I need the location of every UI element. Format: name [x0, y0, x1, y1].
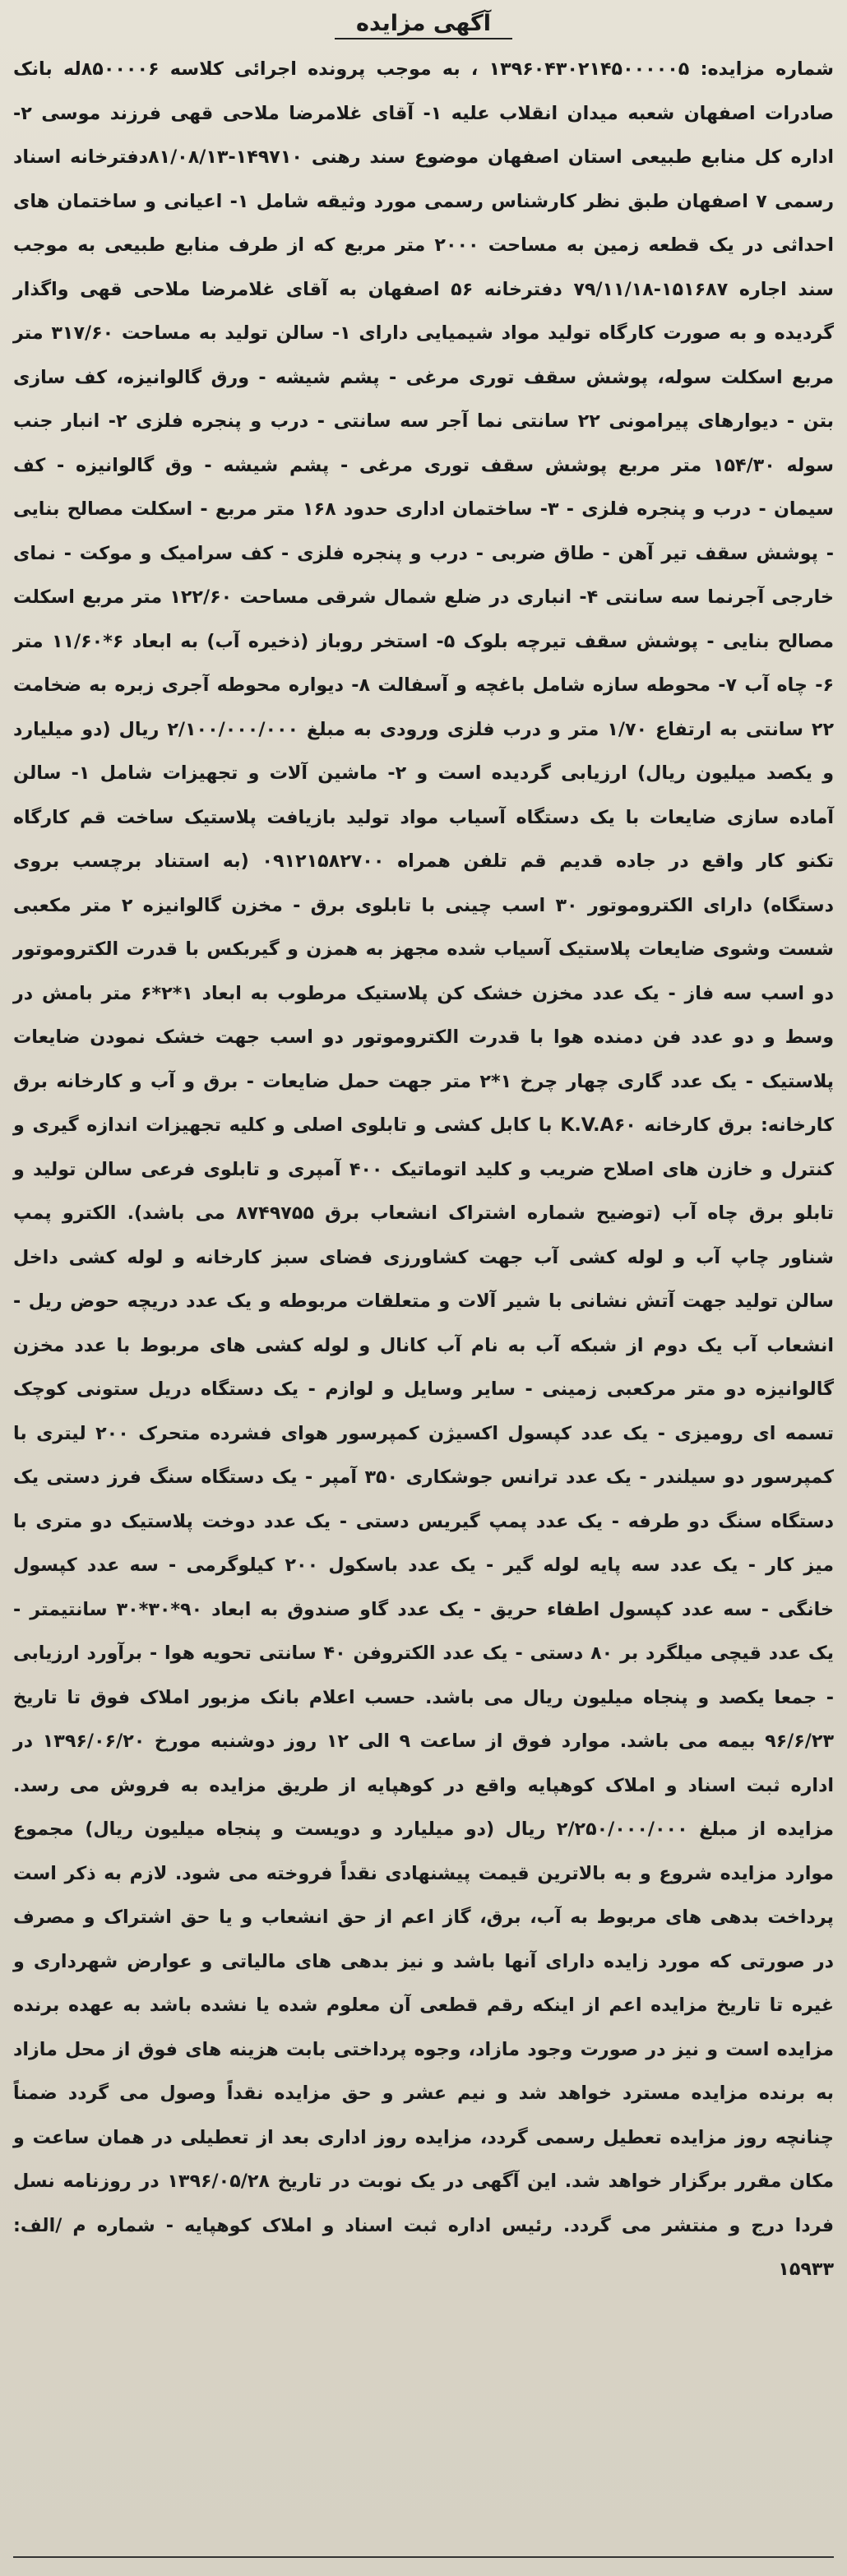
title-bar: [13, 7, 834, 43]
bottom-rule: [13, 2556, 834, 2564]
notice-body-text: شماره مزایده: ۱۳۹۶۰۴۳۰۲۱۴۵۰۰۰۰۰۵ ، به موجب پرونده اجرائی کلاسه ۸۵۰۰۰۰۶له بانک صادرات اصفهان شعبه میدان انقلاب علیه ۱- آقای غلامرضا ملاحی قهی فرزند موسی ۲- اداره کل منابع طبیعی استان اصفهان موضوع سند رهنی ۱۴۹۷۱۰-۸۱/۰۸/۱۳دفترخانه اسناد رسمی ۷ اصفهان طبق نظر کارشناس رسمی مورد وثیقه شامل ۱- اعیانی و ساختمان های احداثی در یک قطعه زمین به مساحت ۲۰۰۰ متر مربع که از طرف منابع طبیعی به موجب سند اجاره ۱۵۱۶۸۷-۷۹/۱۱/۱۸ دفترخانه ۵۶ اصفهان به آقای غلامرضا ملاحی قهی واگذار گردیده و به صورت کارگاه تولید مواد شیمیایی دارای ۱- سالن تولید به مساحت ۳۱۷/۶۰ متر مربع اسکلت سوله، پوشش سقف توری مرغی - پشم شیشه - ورق گالوانیزه، کف سازی بتن - دیوارهای پیرامونی ۲۲ سانتی نما آجر سه سانتی - درب و پنجره فلزی ۲- انبار جنب سوله ۱۵۴/۳۰ متر مربع پوشش سقف توری مرغی - پشم شیشه - وق گالوانیزه - کف سیمان - درب و پنجره فلزی - ۳- ساختمان اداری حدود ۱۶۸ متر مربع - اسکلت مصالح بنایی - پوشش سقف تیر آهن - طاق ضربی - درب و پنجره فلزی - کف سرامیک و موکت - نمای خارجی آجرنما سه سانتی ۴- انباری در ضلع شمال شرقی مساحت ۱۲۲/۶۰ متر مربع اسکلت مصالح بنایی - پوشش سقف تیرچه بلوک ۵- استخر روباز (ذخیره آب) به ابعاد ۶*۱۱/۶۰ متر ۶- چاه آب ۷- محوطه سازه شامل باغچه و آسفالت ۸- دیواره محوطه آجری زبره به ضخامت ۲۲ سانتی به ارتفاع ۱/۷۰ متر و درب فلزی ورودی به مبلغ ۲/۱۰۰/۰۰۰/۰۰۰ ریال (دو میلیارد و یکصد میلیون ریال) ارزیابی گردیده است و ۲- ماشین آلات و تجهیزات شامل ۱- سالن آماده سازی ضایعات با یک دستگاه آسیاب مواد تولید بازیافت پلاستیک ساخت قم کارگاه تکنو کار واقع در جاده قدیم قم تلفن همراه ۰۹۱۲۱۵۸۲۷۰۰ (به استناد برچسب بروی دستگاه) دارای الکتروموتور ۳۰ اسب چینی با تابلوی برق - مخزن گالوانیزه ۲ متر مکعبی شست وشوی ضایعات پلاستیک آسیاب شده مجهز به همزن و گیربکس با قدرت الکتروموتور دو اسب سه فاز - یک عدد مخزن خشک کن پلاستیک مرطوب به ابعاد ۱*۲*۶ متر بامش در وسط و دو عدد فن دمنده هوا با قدرت الکتروموتور دو اسب جهت خشک نمودن ضایعات پلاستیک - یک عدد گاری چهار چرخ ۱*۲ متر جهت حمل ضایعات - برق و آب و کارخانه برق کارخانه: برق کارخانه K.V.A۶۰ با کابل کشی و تابلوی اصلی و کلیه تجهیزات اندازه گیری و کنترل و خازن های اصلاح ضریب و کلید اتوماتیک ۴۰۰ آمپری و تابلوی فرعی سالن تولید و تابلو برق چاه آب (توضیح شماره اشتراک انشعاب برق ۸۷۴۹۷۵۵ می باشد). الکترو پمپ شناور چاپ آب و لوله کشی آب جهت کشاورزی فضای سبز کارخانه و لوله کشی داخل سالن تولید جهت آتش نشانی با شیر آلات و متعلقات مربوطه و یک عدد دریچه حوض ریل - انشعاب آب یک دوم از شبکه آب به نام آب کانال و لوله کشی های مربوط با عدد مخزن گالوانیزه دو متر مرکعبی زمینی - سایر وسایل و لوازم - یک دستگاه دریل ستونی کوچک تسمه ای رومیزی - یک عدد کپسول اکسیژن کمپرسور هوای فشرده متحرک ۲۰۰ لیتری با کمپرسور دو سیلندر - یک عدد ترانس جوشکاری ۳۵۰ آمپر - یک دستگاه سنگ فرز دستی یک دستگاه سنگ دو طرفه - یک عدد پمپ گیریس دستی - یک عدد دوخت پلاستیک دو متری با میز کار - یک عدد سه پایه لوله گیر - یک عدد باسکول ۲۰۰ کیلوگرمی - سه عدد کپسول خانگی - سه عدد کپسول اطفاء حریق - یک عدد گاو صندوق به ابعاد ۹۰*۳۰*۳۰ سانتیمتر - یک عدد قیچی میلگرد بر ۸۰ دستی - یک عدد الکتروفن ۴۰ سانتی تحویه هوا - برآورد ارزیابی - جمعا یکصد و پنجاه میلیون ریال می باشد. حسب اعلام بانک مزبور املاک فوق تا تاریخ ۹۶/۶/۲۳ بیمه می باشد. موارد فوق از ساعت ۹ الی ۱۲ روز دوشنبه مورخ ۱۳۹۶/۰۶/۲۰ در اداره ثبت اسناد و املاک کوهپایه واقع در کوهپایه از طریق مزایده به فروش می رسد. مزایده از مبلغ ۲/۲۵۰/۰۰۰/۰۰۰ ریال (دو میلیارد و دویست و پنجاه میلیون ریال) مجموع موارد مزایده شروع و به بالاترین قیمت پیشنهادی نقداً فروخته می شود. لازم به ذکر است پرداخت بدهی های مربوط به آب، برق، گاز اعم از حق انشعاب و یا حق اشتراک و مصرف در صورتی که مورد زایده دارای آنها باشد و نیز بدهی های مالیاتی و عوارض شهرداری و غیره تا تاریخ مزایده اعم از اینکه رقم قطعی آن معلوم شده یا نشده باشد به عهده برنده مزایده است و نیز در صورت وجود مازاد، وجوه پرداختی بابت هزینه های فوق از محل مازاد به برنده مزایده مسترد خواهد شد و نیم عشر و حق مزایده نقداً وصول می گردد ضمناً چنانچه روز مزایده تعطیل رسمی گردد، مزایده روز اداری بعد از تعطیلی در همان ساعت و مکان مقرر برگزار خواهد شد. این آگهی در یک نوبت در تاریخ ۱۳۹۶/۰۵/۲۸ در روزنامه نسل فردا درج و منتشر می گردد. رئیس اداره ثبت اسناد و املاک کوهپایه - شماره م /الف: ۱۵۹۳۳: [13, 58, 835, 2280]
notice-body: [13, 48, 834, 2292]
notice-title: آگهی مزایده: [335, 11, 512, 39]
